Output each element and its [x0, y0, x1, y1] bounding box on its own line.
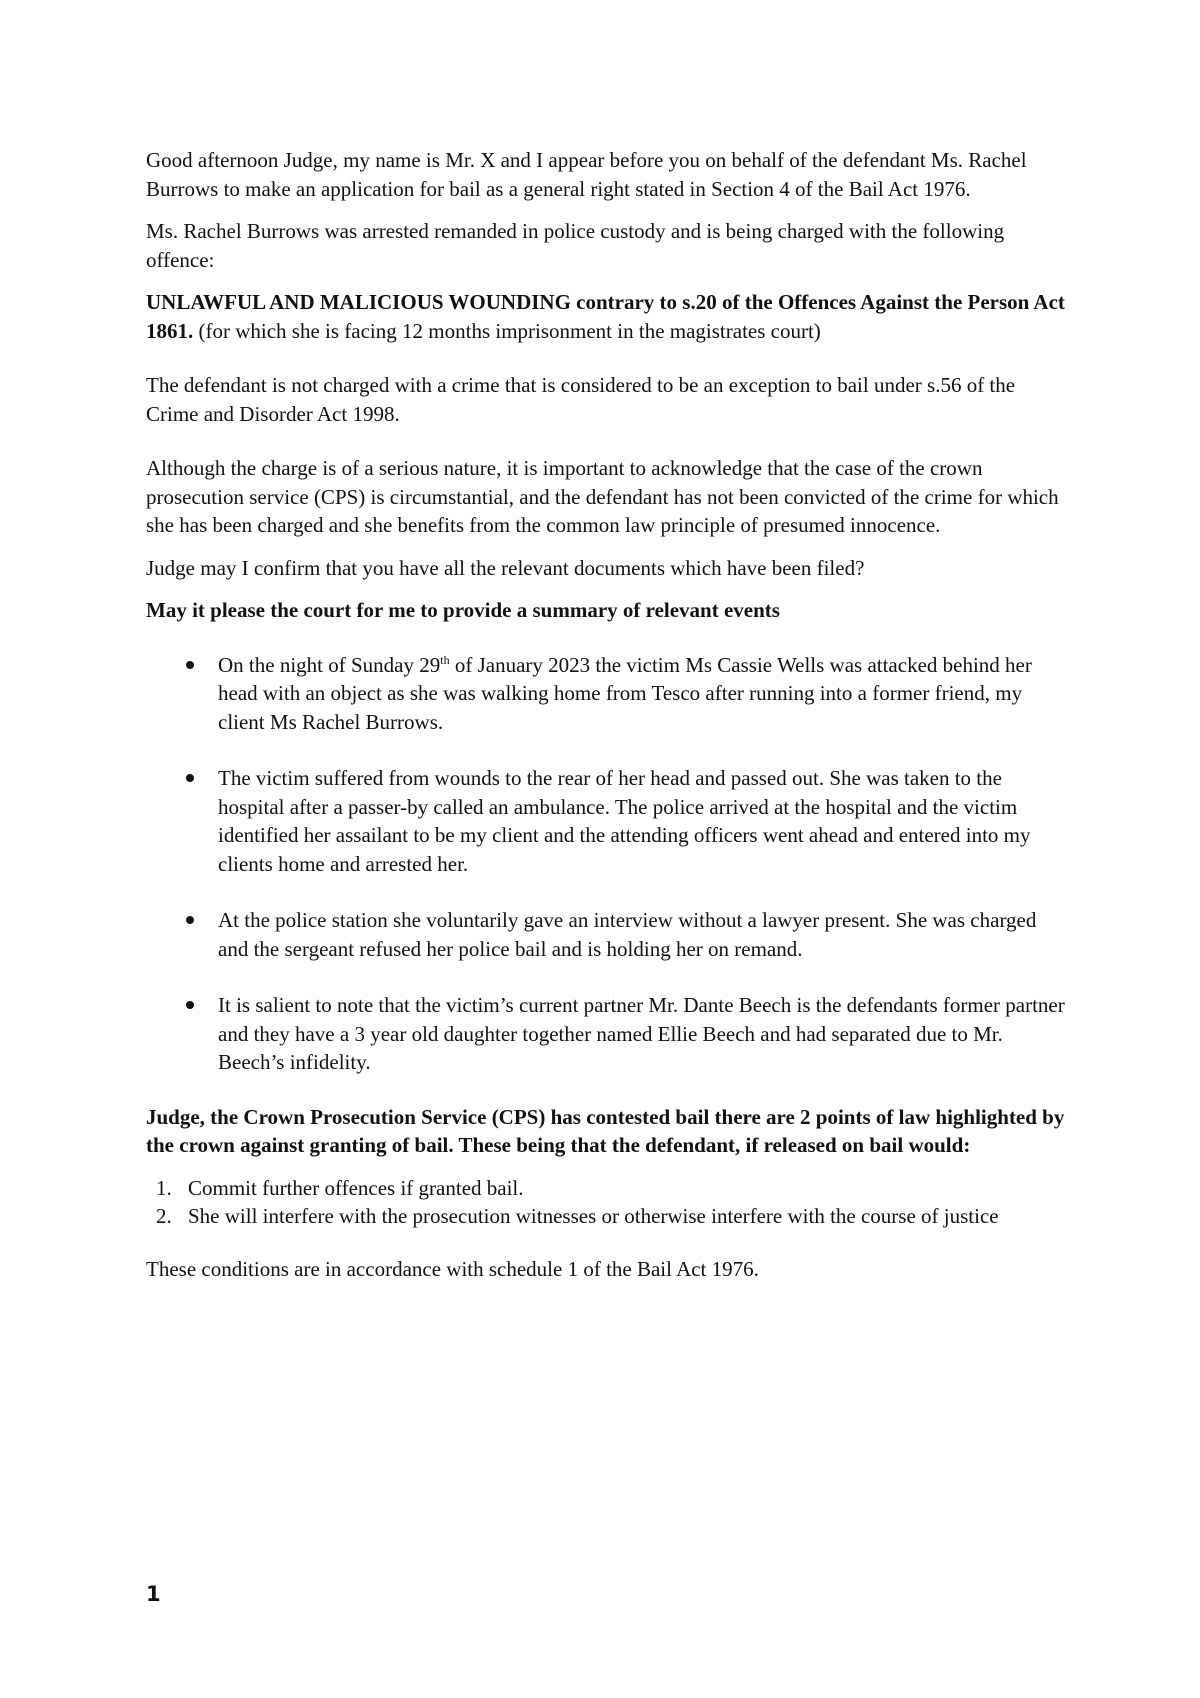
charge-paragraph — [146, 288, 1066, 345]
documents-paragraph: Judge may I confirm that you have all the relevant documents which have been filed? — [146, 555, 865, 580]
events-list — [146, 651, 1066, 1077]
bullet-1-superscript: th — [440, 652, 450, 667]
page-number: 1 — [146, 1582, 161, 1606]
charge-detail: (for which she is facing 12 months imprisonment in the magistrates court) — [193, 318, 821, 343]
bullet-dot-icon — [186, 916, 194, 924]
conditions-paragraph: These conditions are in accordance with schedule 1 of the Bail Act 1976. — [146, 1256, 759, 1281]
list-item — [146, 764, 1066, 878]
bullet-1-text-start: On the night of Sunday 29 — [218, 652, 441, 677]
list-item — [146, 1202, 1066, 1231]
point-1-text: Commit further offences if granted bail. — [188, 1175, 524, 1200]
intro-paragraph: Good afternoon Judge, my name is Mr. X and I appear before you on behalf of the defendant Ms. Rachel Burrows to make an application for bail as a general right stated in Section 4 of the Bail Act 1976. — [146, 148, 1027, 201]
arrest-paragraph: Ms. Rachel Burrows was arrested remanded in police custody and is being charged with the following offence: — [146, 219, 1005, 272]
points-of-law-list — [146, 1174, 1066, 1231]
bullet-3-text: At the police station she voluntarily gave an interview without a lawyer present. She was charged and the sergeant refused her police bail and is holding her on remand. — [218, 908, 1037, 961]
circumstantial-paragraph: Although the charge is of a serious nature, it is important to acknowledge that the case of the crown prosecution service (CPS) is circumstantial, and the defendant has not been convicted of the crime for which she has been charged and she benefits from the common law principle of presumed innocence. — [146, 456, 1059, 537]
bullet-dot-icon — [186, 774, 194, 782]
list-item — [146, 1174, 1066, 1203]
list-item — [146, 991, 1066, 1077]
bullet-1-text-end: of January 2023 the victim Ms Cassie Wells was attacked behind her head with an object as she was walking home from Tesco after running into a former friend, my client Ms Rachel Burrows. — [218, 652, 1032, 734]
list-number: 2. — [156, 1204, 172, 1228]
charge-title: UNLAWFUL AND MALICIOUS WOUNDING contrary to s.20 of the Offences Against the Person Act 1861. — [146, 290, 1065, 343]
summary-heading: May it please the court for me to provide a summary of relevant events — [146, 598, 780, 622]
cps-heading: Judge, the Crown Prosecution Service (CPS) has contested bail there are 2 points of law highlighted by the crown against granting of bail. These being that the defendant, if released on bail would: — [146, 1104, 1065, 1157]
list-item — [146, 651, 1066, 737]
document-body — [146, 146, 1066, 1283]
list-item — [146, 906, 1066, 963]
bullet-4-text: It is salient to note that the victim’s current partner Mr. Dante Beech is the defendants former partner and they have a 3 year old daughter together named Ellie Beech and had separated due to Mr. Beech’s infidelity. — [218, 993, 1065, 1074]
bullet-dot-icon — [186, 1001, 194, 1009]
list-number: 1. — [156, 1175, 172, 1200]
exception-paragraph: The defendant is not charged with a crime that is considered to be an exception to bail under s.56 of the Crime and Disorder Act 1998. — [146, 373, 1016, 426]
bullet-2-text: The victim suffered from wounds to the rear of her head and passed out. She was taken to the hospital after a passer-by called an ambulance. The police arrived at the hospital and the victim identified her assailant to be my client and the attending officers went ahead and entered into my clients home and arrested her. — [218, 766, 1031, 876]
point-2-text: She will interfere with the prosecution witnesses or otherwise interfere with the course of justice — [188, 1204, 999, 1228]
bullet-dot-icon — [186, 661, 194, 669]
